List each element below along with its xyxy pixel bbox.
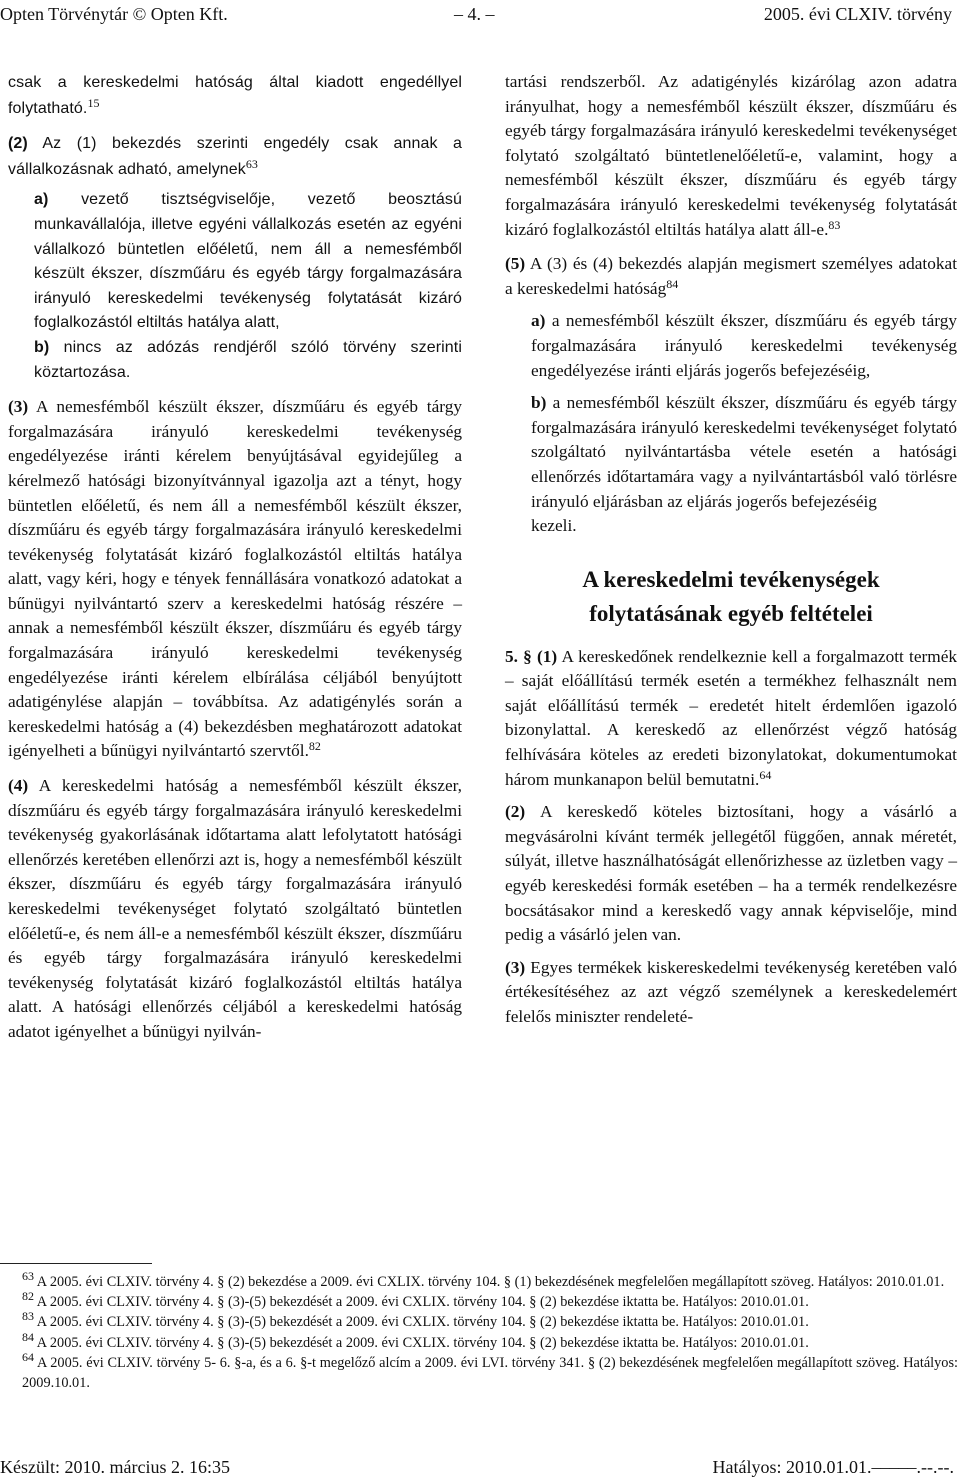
paragraph-3: (3) A nemesfémből készült ékszer, díszműáru és egyéb tárgy forgalmazására irányuló kereskedelmi tevékenység engedélyezése iránti kérelem benyújtásával egyidejűleg a kérelmező hatósági bizonyítvánnyal igazolja azt a tényt, hogy büntetlen előéletű, és nem áll a nemesfémből készült ékszer, díszműáru és egyéb tárgy forgalmazására irányuló kereskedelmi tevékenység folytatását kizáró foglalkozástól eltiltás hatálya alatt, vagy kéri, hogy e tények fennállására vonatkozó adatokat a bűnügyi nyilvántartó szerv a kereskedelmi hatóság részére – annak a nemesfémből készült ékszer, díszműáru és egyéb tárgy forgalmazására irányuló kereskedelmi tevékenység engedélyezése iránti kérelem elbírálása céljából benyújtott adatigénylése alapján – továbbítsa. Az adatigénylés során a kereskedelmi hatóság a (4) bekezdésben meghatározott adatokat igényelheti a bűnügyi nyilvántartó szervtől.$^{82}$ <box>8 397 462 761</box>
list-item-b: b) nincs az adózás rendjéről szóló törvény szerinti köztartozása. <box>34 338 463 381</box>
footnote-63: $^{63}$ A 2005. évi CLXIV. törvény 4. § (2) bekezdése a 2009. évi CXLIX. törvény 104. § (1) bekezdésének megfelelően megállapított szöveg. Hatályos: 2010.01.01. <box>22 1269 945 1290</box>
list-item-a: a) a nemesfémből készült ékszer, díszműáru és egyéb tárgy forgalmazására irányuló kereskedelmi tevékenység engedélyezése iránti eljárás jogerős befejezéséig, <box>531 311 958 380</box>
paragraph-number: (3) <box>8 397 29 417</box>
paragraph-2: (2) Az (1) bekezdés szerinti engedély csak annak a vállalkozásnak adható, amelynek$^{63}$ <box>8 135 462 178</box>
section-5-paragraph-2: (2) A kereskedő köteles biztosítani, hogy a vásárló a megvásárolni kívánt termék jellegétől függően, annak méretét, súlyát, illetve használhatóságát ellenőrizhesse az üzletben vagy – egyéb kereskedési formák esetében – ha a termék rendelkezésre bocsátásakor mind a kereskedő vagy annak képviselője, mind pedig a vásárló jelen van. <box>505 802 957 945</box>
section-number: 5. § <box>505 646 532 666</box>
footnote-ref-64[interactable]: 64 <box>759 767 772 782</box>
footnote-ref-84[interactable]: 84 <box>666 276 679 291</box>
footnote-ref-63[interactable]: 63 <box>245 156 258 171</box>
paragraph-number: (2) <box>505 802 526 822</box>
footnotes <box>0 1269 958 1393</box>
footnote-ref-15[interactable]: 15 <box>87 95 100 110</box>
footnote-82: $^{82}$ A 2005. évi CLXIV. törvény 4. § (3)-(5) bekezdését a 2009. évi CXLIX. törvény 104. § (2) bekezdése iktatta be. Hatályos: 2010.01.01. <box>22 1289 809 1311</box>
paragraph-number: (3) <box>505 957 526 977</box>
right-column <box>505 70 957 1036</box>
list-item-a: a) vezető tisztségviselője, vezető beosztású munkavállalója, illetve egyéni vállalkozás esetén az egyéni vállalkozó büntetlen előéletű, nem áll a nemesfémből készült ékszer, díszműáru és egyéb tárgy forgalmazására irányuló kereskedelmi tevékenység folytatását kizáró foglalkozástól eltiltás hatálya alatt, <box>34 191 462 332</box>
paragraph-number: (1) <box>537 646 558 666</box>
footnote-divider <box>0 1263 152 1264</box>
header-publisher: Opten Törvénytár © Opten Kft. <box>0 4 228 24</box>
header-page-number: – 4. – <box>454 4 495 24</box>
list-item-b: b) a nemesfémből készült ékszer, díszműáru és egyéb tárgy forgalmazására irányuló kereskedelmi tevékenységet folytató szolgáltató nyilvántartásba vétele esetén a hatósági ellenőrzés időtartamára vagy a nyilvántartásból való törlésre irányuló eljárásban az eljárás jogerős befejezéséig <box>531 393 957 511</box>
footnote-ref-83[interactable]: 83 <box>828 217 841 232</box>
footer-created: Készült: 2010. március 2. 16:35 <box>0 1457 230 1477</box>
intro-paragraph: csak a kereskedelmi hatóság által kiadott engedéllyel folytatható.$^{15}$ <box>8 74 462 117</box>
condition-list <box>8 188 462 385</box>
footnote-84: $^{84}$ A 2005. évi CLXIV. törvény 4. § (3)-(5) bekezdését a 2009. évi CXLIX. törvény 104. § (2) bekezdése iktatta be. Hatályos: 2010.01.01. <box>22 1329 809 1351</box>
footer-effective: Hatályos: 2010.01.01.–––––.--.--. <box>712 1457 954 1477</box>
left-column <box>8 70 462 1051</box>
footnote-64: $^{64}$ A 2005. évi CLXIV. törvény 5- 6. §-a, és a 6. §-t megelőző alcím a 2009. évi LVI. törvény 341. § (2) bekezdésének megfelelően megállapított szöveg. Hatályos: 2009.10.01. <box>22 1349 958 1392</box>
section-5-paragraph-3: (3) Egyes termékek kiskereskedelmi tevékenység keretében való értékesítéséhez az azt végző személynek a kereskedelemért felelős miniszter rendeleté- <box>505 957 957 1026</box>
paragraph-5: (5) A (3) és (4) bekezdés alapján megismert személyes adatokat a kereskedelmi hatóság$^{84}$ <box>505 254 957 298</box>
footnote-ref-82[interactable]: 82 <box>308 739 321 754</box>
footnote-83: $^{83}$ A 2005. évi CLXIV. törvény 4. § (3)-(5) bekezdését a 2009. évi CXLIX. törvény 104. § (2) bekezdése iktatta be. Hatályos: 2010.01.01. <box>22 1309 809 1331</box>
closing-word: kezeli. <box>531 516 577 536</box>
section-heading: A kereskedelmi tevékenységek folytatásának egyéb feltételei <box>582 566 880 626</box>
retention-list <box>505 309 957 538</box>
paragraph-number: (5) <box>505 254 526 274</box>
page-header <box>0 4 960 26</box>
header-law-title: 2005. évi CLXIV. törvény <box>763 4 952 24</box>
paragraph-number: (2) <box>8 135 28 153</box>
paragraph-4-continued: tartási rendszerből. Az adatigénylés kizárólag azon adatra irányulhat, hogy a nemesfémből készült ékszer, díszműáru és egyéb tárgy forgalmazására irányuló kereskedelmi tevékenységet folytató szolgáltató büntetlenelőéletű-e, valamint, hogy a nemesfémből készült ékszer, díszműáru és egyéb tárgy forgalmazására irányuló kereskedelmi tevékenység folytatását kizáró foglalkozástól eltiltás hatálya alatt áll-e.$^{83}$ <box>505 72 957 239</box>
section-5-paragraph-1: 5. § (1) A kereskedőnek rendelkeznie kell a forgalmazott termék – saját előállítású termék esetén a termékhez felhasznált nem saját előállítású termék – eredetét hitelt érdemlően igazoló bizonylattal. A kereskedő az ellenőrzést végző hatóság felhívására köteles az eredeti bizonylatokat, dokumentumokat három munkanapon belül bemutatni.$^{64}$ <box>505 646 958 789</box>
paragraph-number: (4) <box>8 776 29 796</box>
paragraph-4: (4) A kereskedelmi hatóság a nemesfémből készült ékszer, díszműáru és egyéb tárgy forgalmazására irányuló kereskedelmi tevékenység gyakorlásának időtartama alatt lefolytatott hatósági ellenőrzés keretében ellenőrzi azt is, hogy a nemesfémből készült ékszer, díszműáru és egyéb tárgy forgalmazására irányuló kereskedelmi tevékenységet folytató szolgáltató büntetlen előéletű-e, és nem áll-e a nemesfémből készült ékszer, díszműáru és egyéb tárgy forgalmazására irányuló kereskedelmi tevékenység folytatását kizáró foglalkozástól eltiltás hatálya alatt. A hatósági ellenőrzés céljából a kereskedelmi hatóság adatot igényelhet a bűnügyi nyilván- <box>8 776 462 1041</box>
